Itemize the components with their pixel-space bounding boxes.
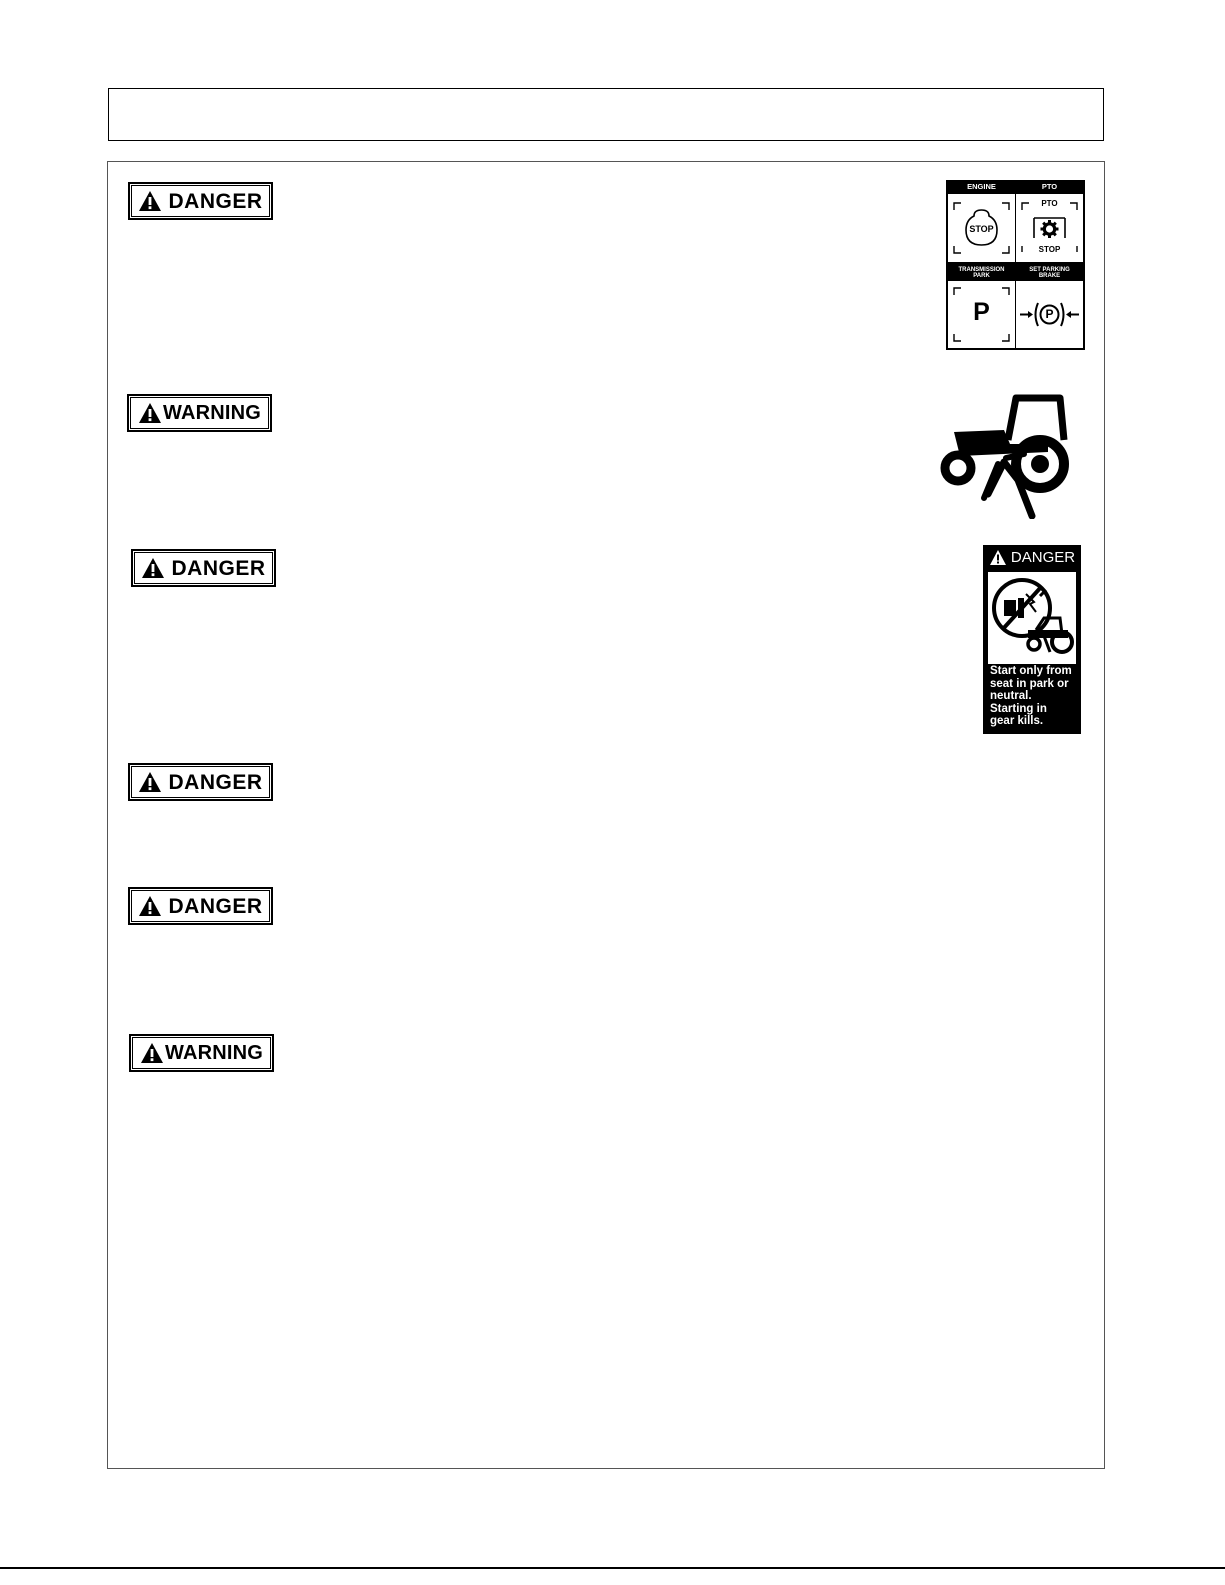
parking-brake-panel xyxy=(1016,281,1083,348)
parking-brake-label-line: SET PARKING xyxy=(1029,267,1070,273)
start-decal-heading xyxy=(983,545,1081,569)
transmission-panel xyxy=(948,281,1015,348)
pto-panel xyxy=(1016,194,1083,262)
sign-word: DANGER xyxy=(168,189,263,213)
start-decal-line: Start only from xyxy=(990,665,1072,677)
danger-sign xyxy=(128,887,273,925)
pto-top-text: PTO xyxy=(1041,199,1058,208)
danger-sign xyxy=(131,549,276,587)
start-decal-line: gear kills. xyxy=(990,715,1044,727)
sign-word: WARNING xyxy=(162,402,262,424)
warning-sign xyxy=(127,394,272,432)
engine-panel xyxy=(948,194,1015,262)
warning-triangle-icon xyxy=(138,771,162,793)
transmission-label-line: TRANSMISSION xyxy=(958,267,1005,273)
safety-content-box xyxy=(107,161,1105,1469)
sign-word: WARNING xyxy=(164,1042,264,1064)
park-letter: P xyxy=(973,298,990,326)
footer-rule xyxy=(0,1567,1225,1569)
sign-word: DANGER xyxy=(171,556,266,580)
shutdown-decal xyxy=(946,180,1085,350)
warning-triangle-icon xyxy=(141,557,165,579)
pto-label: PTO xyxy=(1041,182,1058,191)
no-bypass-start-pictogram xyxy=(988,572,1076,664)
sign-word: DANGER xyxy=(168,770,263,794)
start-decal-line: seat in park or xyxy=(990,677,1069,690)
parking-brake-label-line: BRAKE xyxy=(1038,273,1061,280)
warning-sign xyxy=(129,1034,274,1072)
start-decal-line: Starting in xyxy=(990,702,1047,715)
engine-stop-text: STOP xyxy=(969,224,994,234)
brake-symbol-letter: P xyxy=(1045,307,1054,321)
start-decal-line: neutral. xyxy=(990,690,1032,702)
transmission-label-line: PARK xyxy=(973,273,990,280)
warning-triangle-icon xyxy=(989,549,1007,566)
parking-brake-label xyxy=(1016,267,1083,280)
tractor-runover-icon xyxy=(940,394,1075,519)
sign-word: DANGER xyxy=(168,894,263,918)
warning-triangle-icon xyxy=(138,402,162,424)
warning-triangle-icon xyxy=(138,895,162,917)
start-decal-text xyxy=(990,665,1078,728)
engine-label: ENGINE xyxy=(967,182,996,191)
pto-stop-text: STOP xyxy=(1038,245,1061,254)
start-from-seat-decal xyxy=(983,545,1081,734)
warning-triangle-icon xyxy=(138,190,162,212)
danger-sign xyxy=(128,182,273,220)
header-box xyxy=(108,88,1104,141)
no-bypass-start-icon xyxy=(988,572,1076,664)
transmission-label xyxy=(948,267,1015,280)
danger-sign xyxy=(128,763,273,801)
warning-triangle-icon xyxy=(140,1042,164,1064)
start-decal-word: DANGER xyxy=(1010,548,1076,566)
